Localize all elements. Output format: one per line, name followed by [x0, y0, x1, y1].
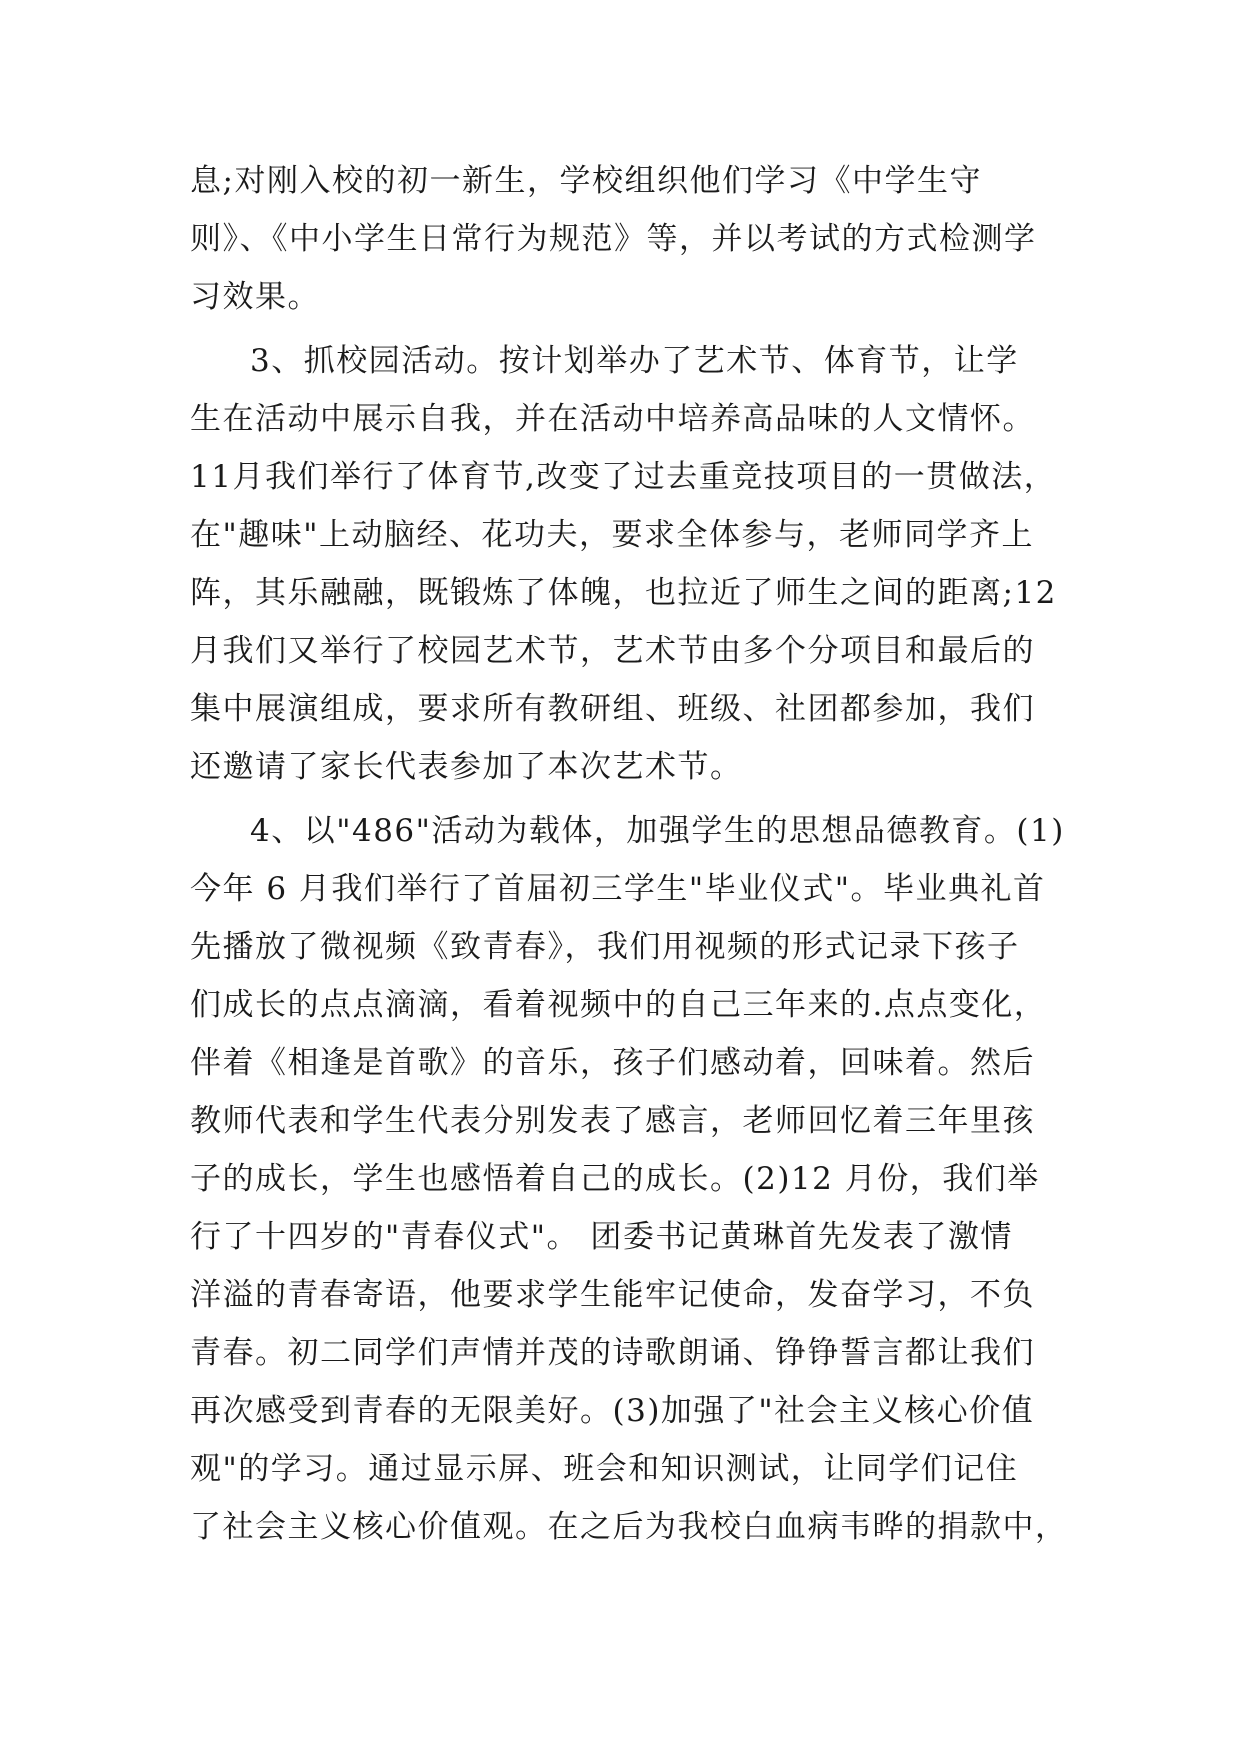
text-line: 阵，其乐融融，既锻炼了体魄，也拉近了师生之间的距离;12	[190, 575, 1057, 611]
text-line: 今年 6 月我们举行了首届初三学生"毕业仪式"。毕业典礼首	[190, 871, 1046, 907]
text-line: 洋溢的青春寄语，他要求学生能牢记使命，发奋学习，不负	[190, 1277, 1035, 1313]
text-line: 们成长的点点滴滴，看着视频中的自己三年来的.点点变化，	[190, 987, 1047, 1023]
text-line: 先播放了微视频《致青春》，我们用视频的形式记录下孩子	[190, 929, 1020, 965]
text-line: 3、抓校园活动。按计划举办了艺术节、体育节，让学	[250, 343, 1019, 379]
text-line: 子的成长，学生也感悟着自己的成长。(2)12 月份，我们举	[190, 1161, 1040, 1197]
text-line: 则》、《中小学生日常行为规范》等，并以考试的方式检测学	[190, 221, 1037, 257]
text-line: 月我们又举行了校园艺术节，艺术节由多个分项目和最后的	[190, 633, 1035, 669]
text-line: 习效果。	[190, 279, 320, 315]
text-line: 了社会主义核心价值观。在之后为我校白血病韦晔的捐款中，	[190, 1509, 1068, 1545]
text-line: 生在活动中展示自我，并在活动中培养高品味的人文情怀。	[190, 401, 1035, 437]
paragraph-moral-education	[190, 802, 1068, 1556]
paragraph-continuation	[190, 152, 1060, 326]
text-line: 青春。初二同学们声情并茂的诗歌朗诵、铮铮誓言都让我们	[190, 1335, 1035, 1371]
paragraph-campus-activities	[190, 332, 1060, 796]
text-line: 还邀请了家长代表参加了本次艺术节。	[190, 749, 743, 785]
text-line: 行了十四岁的"青春仪式"。 团委书记黄琳首先发表了激情	[190, 1219, 1013, 1255]
text-line: 集中展演组成，要求所有教研组、班级、社团都参加，我们	[190, 691, 1035, 727]
text-line: 再次感受到青春的无限美好。(3)加强了"社会主义核心价值	[190, 1393, 1035, 1429]
text-line: 观"的学习。通过显示屏、班会和知识测试，让同学们记住	[190, 1451, 1019, 1487]
text-line: 伴着《相逢是首歌》的音乐，孩子们感动着，回味着。然后	[190, 1045, 1035, 1081]
text-line: 4、以"486"活动为载体，加强学生的思想品德教育。(1)	[250, 813, 1065, 849]
document-page	[190, 152, 1068, 1556]
text-line: 11月我们举行了体育节,改变了过去重竞技项目的一贯做法，	[190, 459, 1057, 495]
text-line: 息;对刚入校的初一新生，学校组织他们学习《中学生守	[190, 163, 982, 199]
text-line: 教师代表和学生代表分别发表了感言，老师回忆着三年里孩	[190, 1103, 1035, 1139]
text-line: 在"趣味"上动脑经、花功夫，要求全体参与，老师同学齐上	[190, 517, 1035, 553]
